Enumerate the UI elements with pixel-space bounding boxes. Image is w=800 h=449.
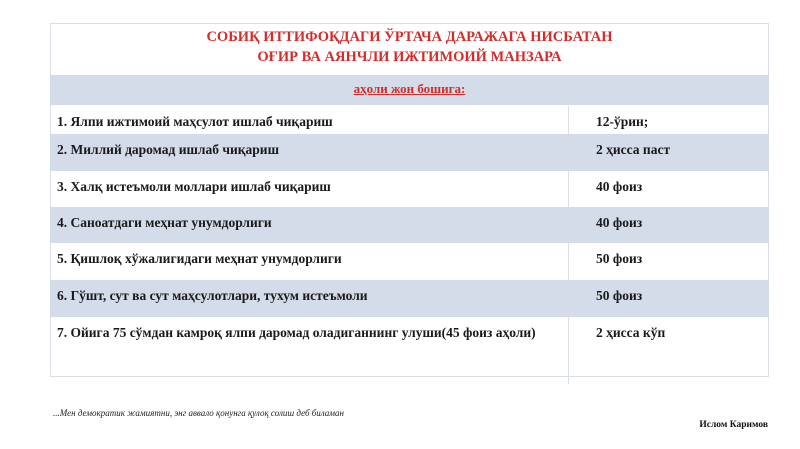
row-label: 4. Саноатдаги меҳнат унумдорлиги — [57, 215, 272, 230]
title-line-1: СОБИҚ ИТТИФОҚДАГИ ЎРТАЧА ДАРАЖАГА НИСБАТАН — [206, 29, 613, 45]
row-label: 7. Ойига 75 сўмдан камроқ ялпи даромад оладиганнинг улуши(45 фоиз аҳоли) — [57, 325, 536, 340]
row-label: 2. Миллий даромад ишлаб чиқариш — [57, 142, 279, 157]
row-label: 6. Гўшт, сут ва сут маҳсулотлари, тухум истеъмоли — [57, 288, 368, 303]
row-value: 2 ҳисса паст — [596, 142, 671, 157]
row-value: 40 фоиз — [596, 179, 643, 194]
row-label: 1. Ялпи ижтимоий маҳсулот ишлаб чиқариш — [57, 114, 333, 129]
table-row — [50, 317, 769, 377]
row-label: 5. Қишлоқ хўжалигидаги меҳнат унумдорлиги — [57, 251, 342, 266]
row-label: 3. Халқ истеъмоли моллари ишлаб чиқариш — [57, 179, 331, 194]
row-value: 2 ҳисса кўп — [596, 325, 666, 340]
row-value: 50 фоиз — [596, 251, 643, 266]
row-value: 50 фоиз — [596, 288, 643, 303]
table-row — [50, 207, 769, 243]
table-row — [50, 171, 769, 207]
subheader-text: аҳоли жон бошига: — [353, 81, 466, 96]
table-row — [50, 106, 769, 134]
row-value: 40 фоиз — [596, 215, 643, 230]
row-value: 12-ўрин; — [596, 114, 649, 129]
footer-quote: ...Мен демократик жамиятни, энг аввало қонунга қулоқ солиш деб биламан — [53, 408, 345, 418]
slide-title — [50, 27, 769, 67]
footer-author: Ислом Каримов — [699, 420, 768, 430]
table-row — [50, 280, 769, 317]
table-subheader — [50, 75, 769, 105]
table-row — [50, 134, 769, 171]
column-divider — [568, 106, 569, 384]
title-line-2: ОҒИР ВА АЯНЧЛИ ИЖТИМОИЙ МАНЗАРА — [257, 49, 562, 65]
table-row — [50, 243, 769, 280]
